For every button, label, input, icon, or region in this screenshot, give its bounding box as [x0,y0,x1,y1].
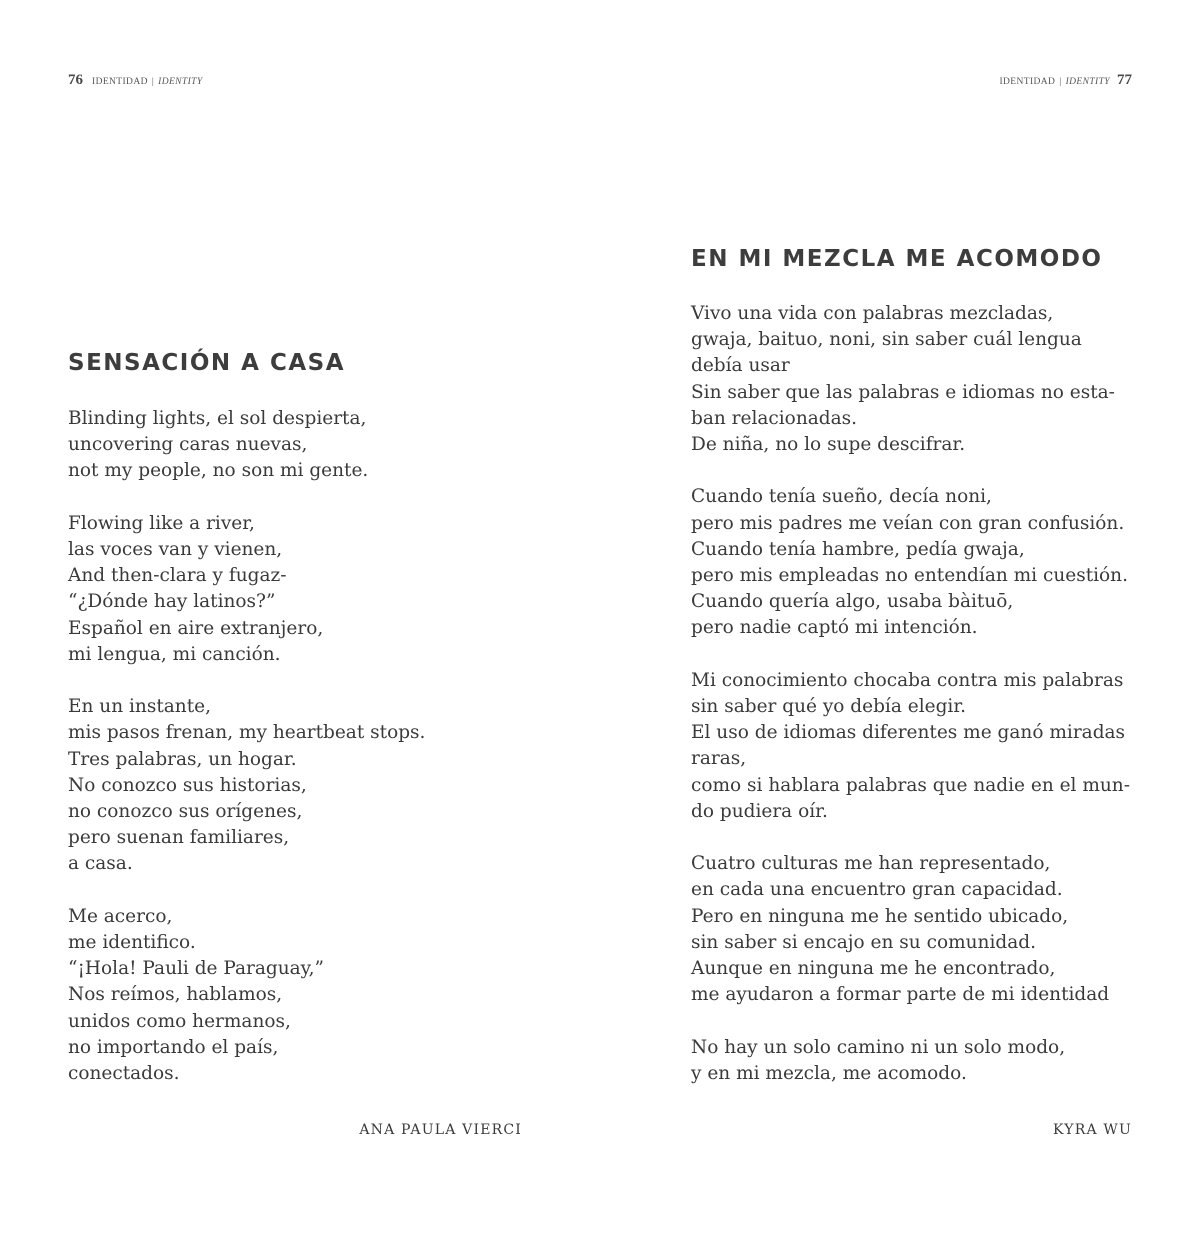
section-name: IDENTIDAD [92,77,148,87]
poem-line: De niña, no lo supe descifrar. [691,434,966,456]
page-number: 77 [1117,72,1132,88]
stanza [691,484,1151,641]
poem-line: do pudiera oír. [691,800,828,822]
running-head-right [999,71,1132,89]
section-separator: | [151,77,155,87]
poem-line: Cuando tenía hambre, pedía gwaja, [691,538,1025,560]
poem-line: como si hablara palabras que nadie en el mun- [691,774,1130,796]
poem-line: Pero en ninguna me he sentido ubicado, [691,905,1069,927]
stanza [691,851,1151,1008]
section-separator: | [1059,77,1062,87]
poem-line: mi lengua, mi canción. [68,643,281,665]
poem-line: Flowing like a river, [68,512,255,534]
stanza [691,668,1151,825]
poem-body [68,406,538,1087]
section-name-en: IDENTITY [158,77,203,87]
poem-line: Cuatro culturas me han representado, [691,853,1051,875]
stanza [68,406,538,485]
poem-line: And then-clara y fugaz- [68,565,287,587]
stanza [68,511,538,668]
poem-line: No conozco sus historias, [68,774,307,796]
poem-line: debía usar [691,355,790,377]
stanza [68,904,538,1087]
poem-author: KYRA WU [1052,1122,1132,1138]
page-number: 76 [68,72,83,88]
poem-line: me identifico. [68,932,196,954]
poem-line: gwaja, baituo, noni, sin saber cuál lengua [691,329,1082,351]
poem-line: las voces van y vienen, [68,539,283,560]
poem-line: Tres palabras, un hogar. [68,748,297,770]
poem-line: y en mi mezcla, me acomodo. [691,1062,967,1084]
poem-line: a casa. [68,853,133,875]
poem-line: Español en aire extranjero, [68,617,324,639]
poem-line: not my people, no son mi gente. [68,460,369,482]
poem-line: Cuando quería algo, usaba bàituō, [691,591,1014,613]
poem-line: pero mis padres me veían con gran confusión. [691,512,1125,534]
poem-line: Vivo una vida con palabras mezcladas, [691,303,1054,324]
section-header [92,77,203,87]
poem-line: Sin saber que las palabras e idiomas no esta- [691,381,1115,403]
stanza [691,1035,1151,1087]
section-name: IDENTIDAD [999,77,1056,87]
poem-line: Nos reímos, hablamos, [68,984,283,1006]
poem-title: EN MI MEZCLA ME ACOMODO [691,246,1103,272]
poem-line: conectados. [68,1063,180,1085]
poem-line: ban relacionadas. [691,407,858,429]
poem-line: Mi conocimiento chocaba contra mis palabras [691,669,1124,691]
stanza [68,694,538,877]
poem-line: “¿Dónde hay latinos?” [68,591,276,613]
poem-line: El uso de idiomas diferentes me ganó miradas [691,722,1126,744]
poem-line: en cada una encuentro gran capacidad. [691,879,1063,901]
poem-line: Cuando tenía sueño, decía noni, [691,486,992,508]
stanza [691,301,1151,458]
poem-line: Me acerco, [68,905,173,927]
poem-line: no conozco sus orígenes, [68,801,303,823]
poem-line: unidos como hermanos, [68,1010,291,1032]
poem-line: pero nadie captó mi intención. [691,617,978,639]
poem-line: En un instante, [68,696,211,718]
poem-line: pero suenan familiares, [68,827,290,849]
section-name-en: IDENTITY [1065,77,1110,87]
poem-line: Blinding lights, el sol despierta, [68,408,367,429]
poem-line: uncovering caras nuevas, [68,434,308,456]
poem-body [691,301,1151,1087]
poem-line: pero mis empleadas no entendían mi cuestión. [691,565,1128,587]
poem-line: sin saber qué yo debía elegir. [691,696,967,718]
poem-line: raras, [691,748,747,770]
poem-line: sin saber si encajo en su comunidad. [691,931,1036,953]
poem-line: me ayudaron a formar parte de mi identidad [691,984,1110,1006]
poem-line: no importando el país, [68,1036,279,1058]
poem-line: No hay un solo camino ni un solo modo, [691,1036,1066,1058]
poem-line: Aunque en ninguna me he encontrado, [691,958,1056,980]
section-header [999,77,1110,87]
poem-title: SENSACIÓN A CASA [68,350,345,376]
poem-line: mis pasos frenan, my heartbeat stops. [68,722,426,744]
poem-author: ANA PAULA VIERCI [359,1122,522,1138]
running-head-left [68,71,203,89]
right-page [600,0,1200,1258]
poem-line: “¡Hola! Pauli de Paraguay,” [68,958,325,980]
